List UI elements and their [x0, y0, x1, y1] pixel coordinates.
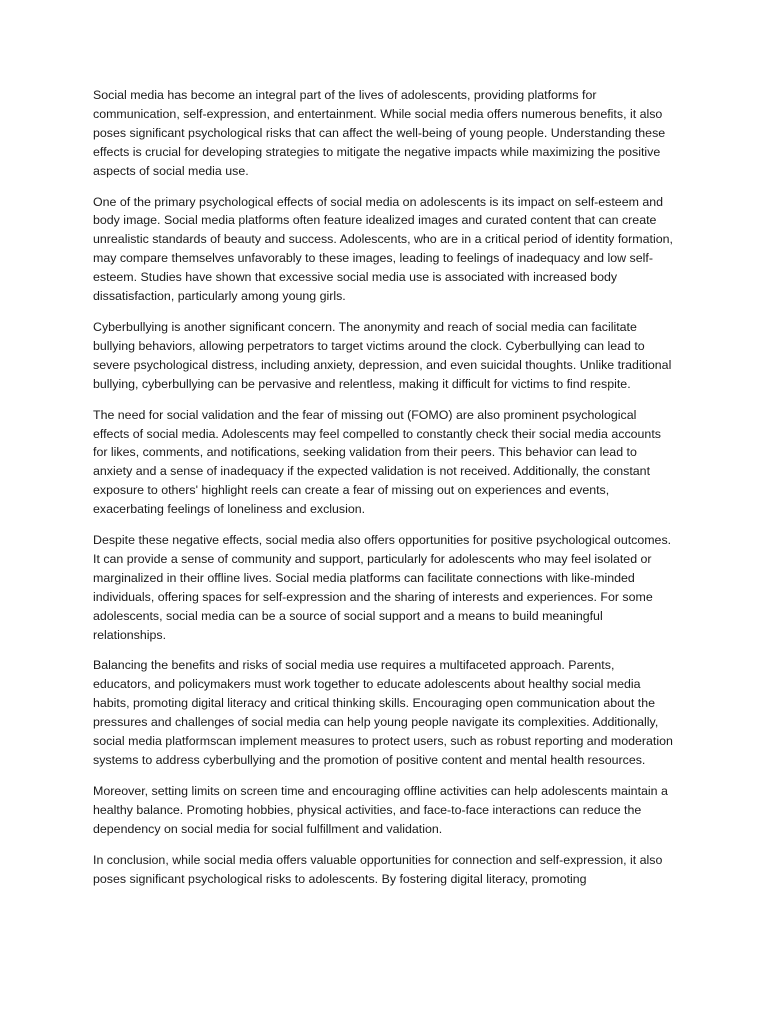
paragraph-conclusion: In conclusion, while social media offers valuable opportunities for connection and self-expression, it also poses significant psychological risks to adolescents. By fostering digital literacy, promoting [93, 852, 663, 886]
paragraph-cyberbullying: Cyberbullying is another significant concern. The anonymity and reach of social media can facilitate bullying behaviors, allowing perpetrators to target victims around the clock. Cyberbullying can lead to severe psychological distress, including anxiety, depression, and even suicidal thoughts. Unlike traditional bullying, cyberbullying can be pervasive and relentless, making it difficult for victims to find respite. [93, 319, 672, 391]
paragraph-positive-outcomes: Despite these negative effects, social media also offers opportunities for positive psychological outcomes. It can provide a sense of community and support, particularly for adolescents who may feel isolated or marginalized in their offline lives. Social media platforms can facilitate connections with like-minded individuals, offering spaces for self-expression and the sharing of interests and experiences. For some adolescents, social media can be a source of social support and a means to build meaningful relationships. [93, 533, 672, 642]
paragraph-screen-time: Moreover, setting limits on screen time and encouraging offline activities can help adolescents maintain a healthy balance. Promoting hobbies, physical activities, and face-to-face interactions can reduce the dependency on social media for social fulfillment and validation. [93, 783, 668, 836]
paragraph-fomo: The need for social validation and the fear of missing out (FOMO) are also prominent psychological effects of social media. Adolescents may feel compelled to constantly check their social media accounts for likes, comments, and notifications, seeking validation from their peers. This behavior can lead to anxiety and a sense of inadequacy if the expected validation is not received. Additionally, the constant exposure to others' highlight reels can create a fear of missing out on experiences and events, exacerbating feelings of loneliness and exclusion. [93, 407, 661, 517]
paragraph-self-esteem: One of the primary psychological effects of social media on adolescents is its impact on self-esteem and body image. Social media platforms often feature idealized images and curated content that can create unrealistic standards of beauty and success. Adolescents, who are in a critical period of identity formation, may compare themselves unfavorably to these images, leading to feelings of inadequacy and low self-esteem. Studies have shown that excessive social media use is associated with increased body dissatisfaction, particularly among young girls. [93, 194, 673, 304]
paragraph-balancing: Balancing the benefits and risks of social media use requires a multifaceted approach. Parents, educators, and policymakers must work together to educate adolescents about healthy social media habits, promoting digital literacy and critical thinking skills. Encouraging open communication about the pressures and challenges of social media can help young people navigate its complexities. Additionally, social media platformscan implement measures to protect users, such as robust reporting and moderation systems to address cyberbullying and the promotion of positive content and mental health resources. [93, 658, 673, 767]
paragraph-introduction: Social media has become an integral part of the lives of adolescents, providing platforms for communication, self-expression, and entertainment. While social media offers numerous benefits, it also poses significant psychological risks that can affect the well-being of young people. Understanding these effects is crucial for developing strategies to mitigate the negative impacts while maximizing the positive aspects of social media use. [93, 88, 666, 178]
document-body [93, 86, 673, 900]
